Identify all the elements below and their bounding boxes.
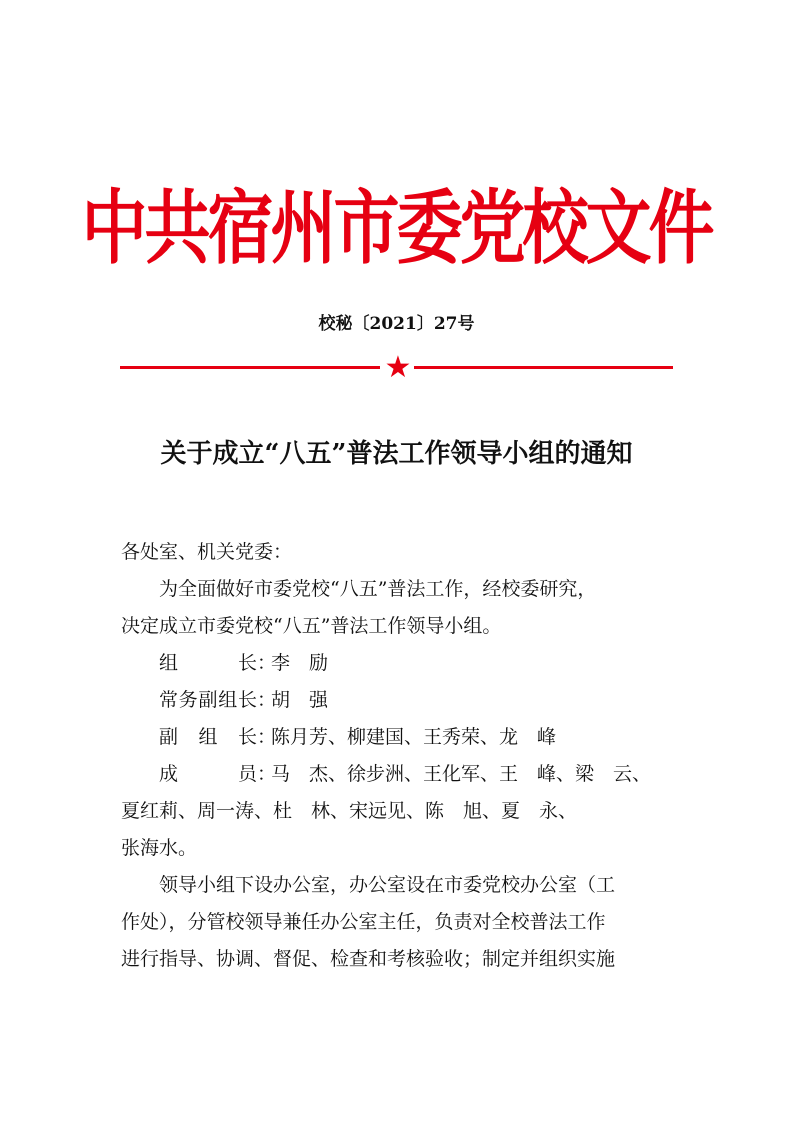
divider-line-left	[120, 366, 380, 369]
intro-line-2: 决定成立市委党校“八五”普法工作领导小组。	[121, 615, 502, 637]
office-line-1: 领导小组下设办公室，办公室设在市委党校办公室（工	[159, 874, 616, 896]
member-role: 成员	[159, 763, 257, 785]
notice-title: 关于成立“八五”普法工作领导小组的通知	[160, 439, 633, 469]
member-row-executive-deputy: 常务副组长 ： 胡 强	[121, 682, 681, 719]
member-row-members: 成员 ： 马 杰、徐步洲、王化军、王 峰、梁 云、	[121, 756, 681, 793]
office-line-3: 进行指导、协调、督促、检查和考核验收；制定并组织实施	[121, 948, 616, 970]
star-icon: ★	[384, 350, 412, 385]
member-names: 李 励	[271, 652, 329, 674]
document-header-title: 中共宿州市委党校文件	[81, 181, 712, 276]
member-row-deputy: 副组长 ： 陈月芳、柳建国、王秀荣、龙 峰	[121, 719, 681, 756]
member-row-leader: 组长 ： 李 励	[121, 645, 681, 682]
intro-line-1: 为全面做好市委党校“八五”普法工作，经校委研究，	[159, 578, 597, 600]
office-line-2: 作处），分管校领导兼任办公室主任，负责对全校普法工作	[121, 911, 606, 933]
member-names: 马 杰、徐步洲、王化军、王 峰、梁 云、	[271, 763, 652, 785]
red-divider	[120, 350, 673, 385]
member-role: 副组长	[159, 726, 257, 748]
member-role: 常务副组长	[159, 689, 257, 711]
document-number: 校秘〔2021〕27号	[318, 314, 475, 334]
member-names: 胡 强	[271, 689, 329, 711]
members-line-2: 夏红莉、周一涛、杜 林、宋远见、陈 旭、夏 永、	[121, 800, 578, 822]
notice-body	[121, 534, 681, 978]
member-names: 陈月芳、柳建国、王秀荣、龙 峰	[271, 726, 557, 748]
divider-line-right	[414, 366, 673, 369]
members-line-3: 张海水。	[121, 837, 198, 859]
member-role: 组长	[159, 652, 257, 674]
salutation: 各处室、机关党委：	[121, 541, 293, 563]
